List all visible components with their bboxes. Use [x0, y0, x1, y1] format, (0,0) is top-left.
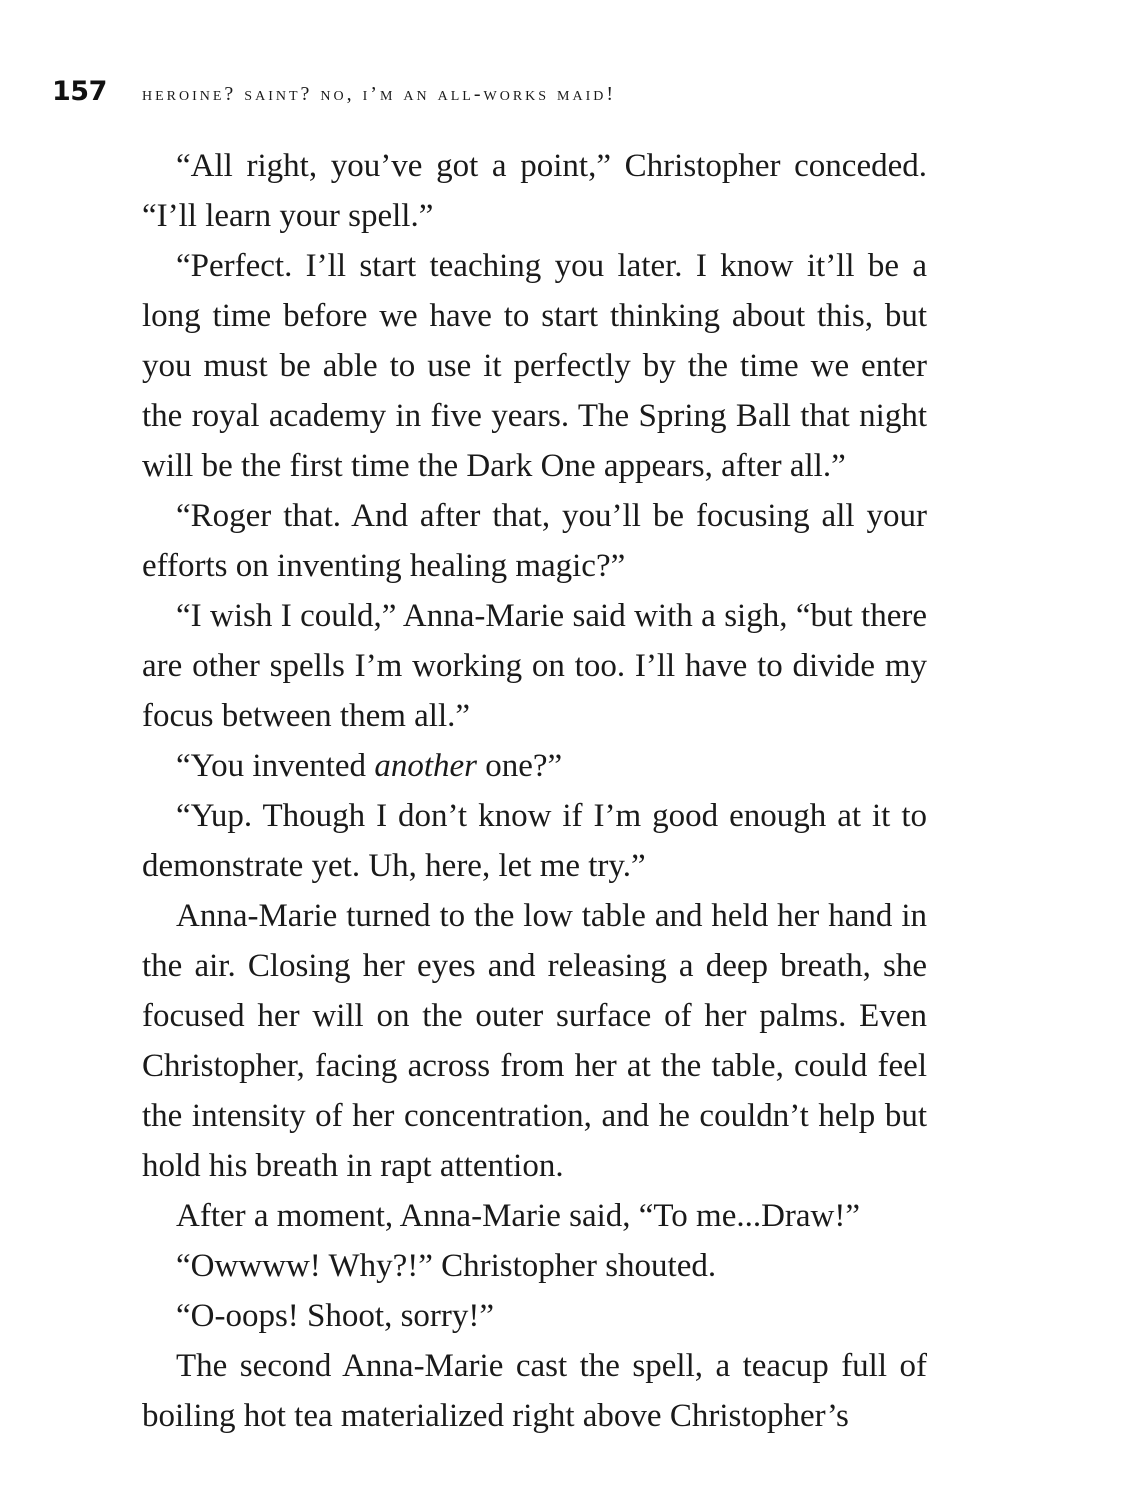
- paragraph: “Roger that. And after that, you’ll be focusing all your efforts on inventing healing magic?”: [142, 498, 927, 584]
- running-header: [52, 76, 616, 112]
- paragraph: Anna-Marie turned to the low table and held her hand in the air. Closing her eyes and releasing a deep breath, she focused her will on the outer surface of her palms. Even Christopher, facing across from her at the table, could feel the intensity of her concentration, and he couldn’t help but hold his breath in rapt attention.: [142, 898, 927, 1184]
- paragraph-text: “You invented: [176, 748, 375, 784]
- paragraph: The second Anna-Marie cast the spell, a teacup full of boiling hot tea materialized right above Christopher’s: [142, 1348, 927, 1434]
- page-number: 157: [52, 76, 107, 107]
- paragraph: After a moment, Anna-Marie said, “To me...Draw!”: [176, 1198, 861, 1234]
- paragraph: “I wish I could,” Anna-Marie said with a sigh, “but there are other spells I’m working on too. I’ll have to divide my focus between them all.”: [142, 598, 927, 734]
- body-text: [142, 141, 927, 1441]
- running-title: heroine? saint? no, i’m an all-works maid!: [142, 83, 617, 105]
- paragraph: “O-oops! Shoot, sorry!”: [176, 1298, 495, 1334]
- paragraph: “Perfect. I’ll start teaching you later. I know it’ll be a long time before we have to start thinking about this, but you must be able to use it perfectly by the time we enter the royal academy in five years. The Spring Ball that night will be the first time the Dark One appears, after all.”: [142, 248, 927, 484]
- paragraph: “All right, you’ve got a point,” Christopher conceded. “I’ll learn your spell.”: [142, 148, 927, 234]
- emphasized-word: another: [374, 748, 477, 784]
- paragraph: “Owwww! Why?!” Christopher shouted.: [176, 1248, 717, 1284]
- paragraph: [142, 741, 927, 791]
- paragraph: “Yup. Though I don’t know if I’m good enough at it to demonstrate yet. Uh, here, let me try.”: [142, 798, 927, 884]
- paragraph-text: one?”: [476, 748, 563, 784]
